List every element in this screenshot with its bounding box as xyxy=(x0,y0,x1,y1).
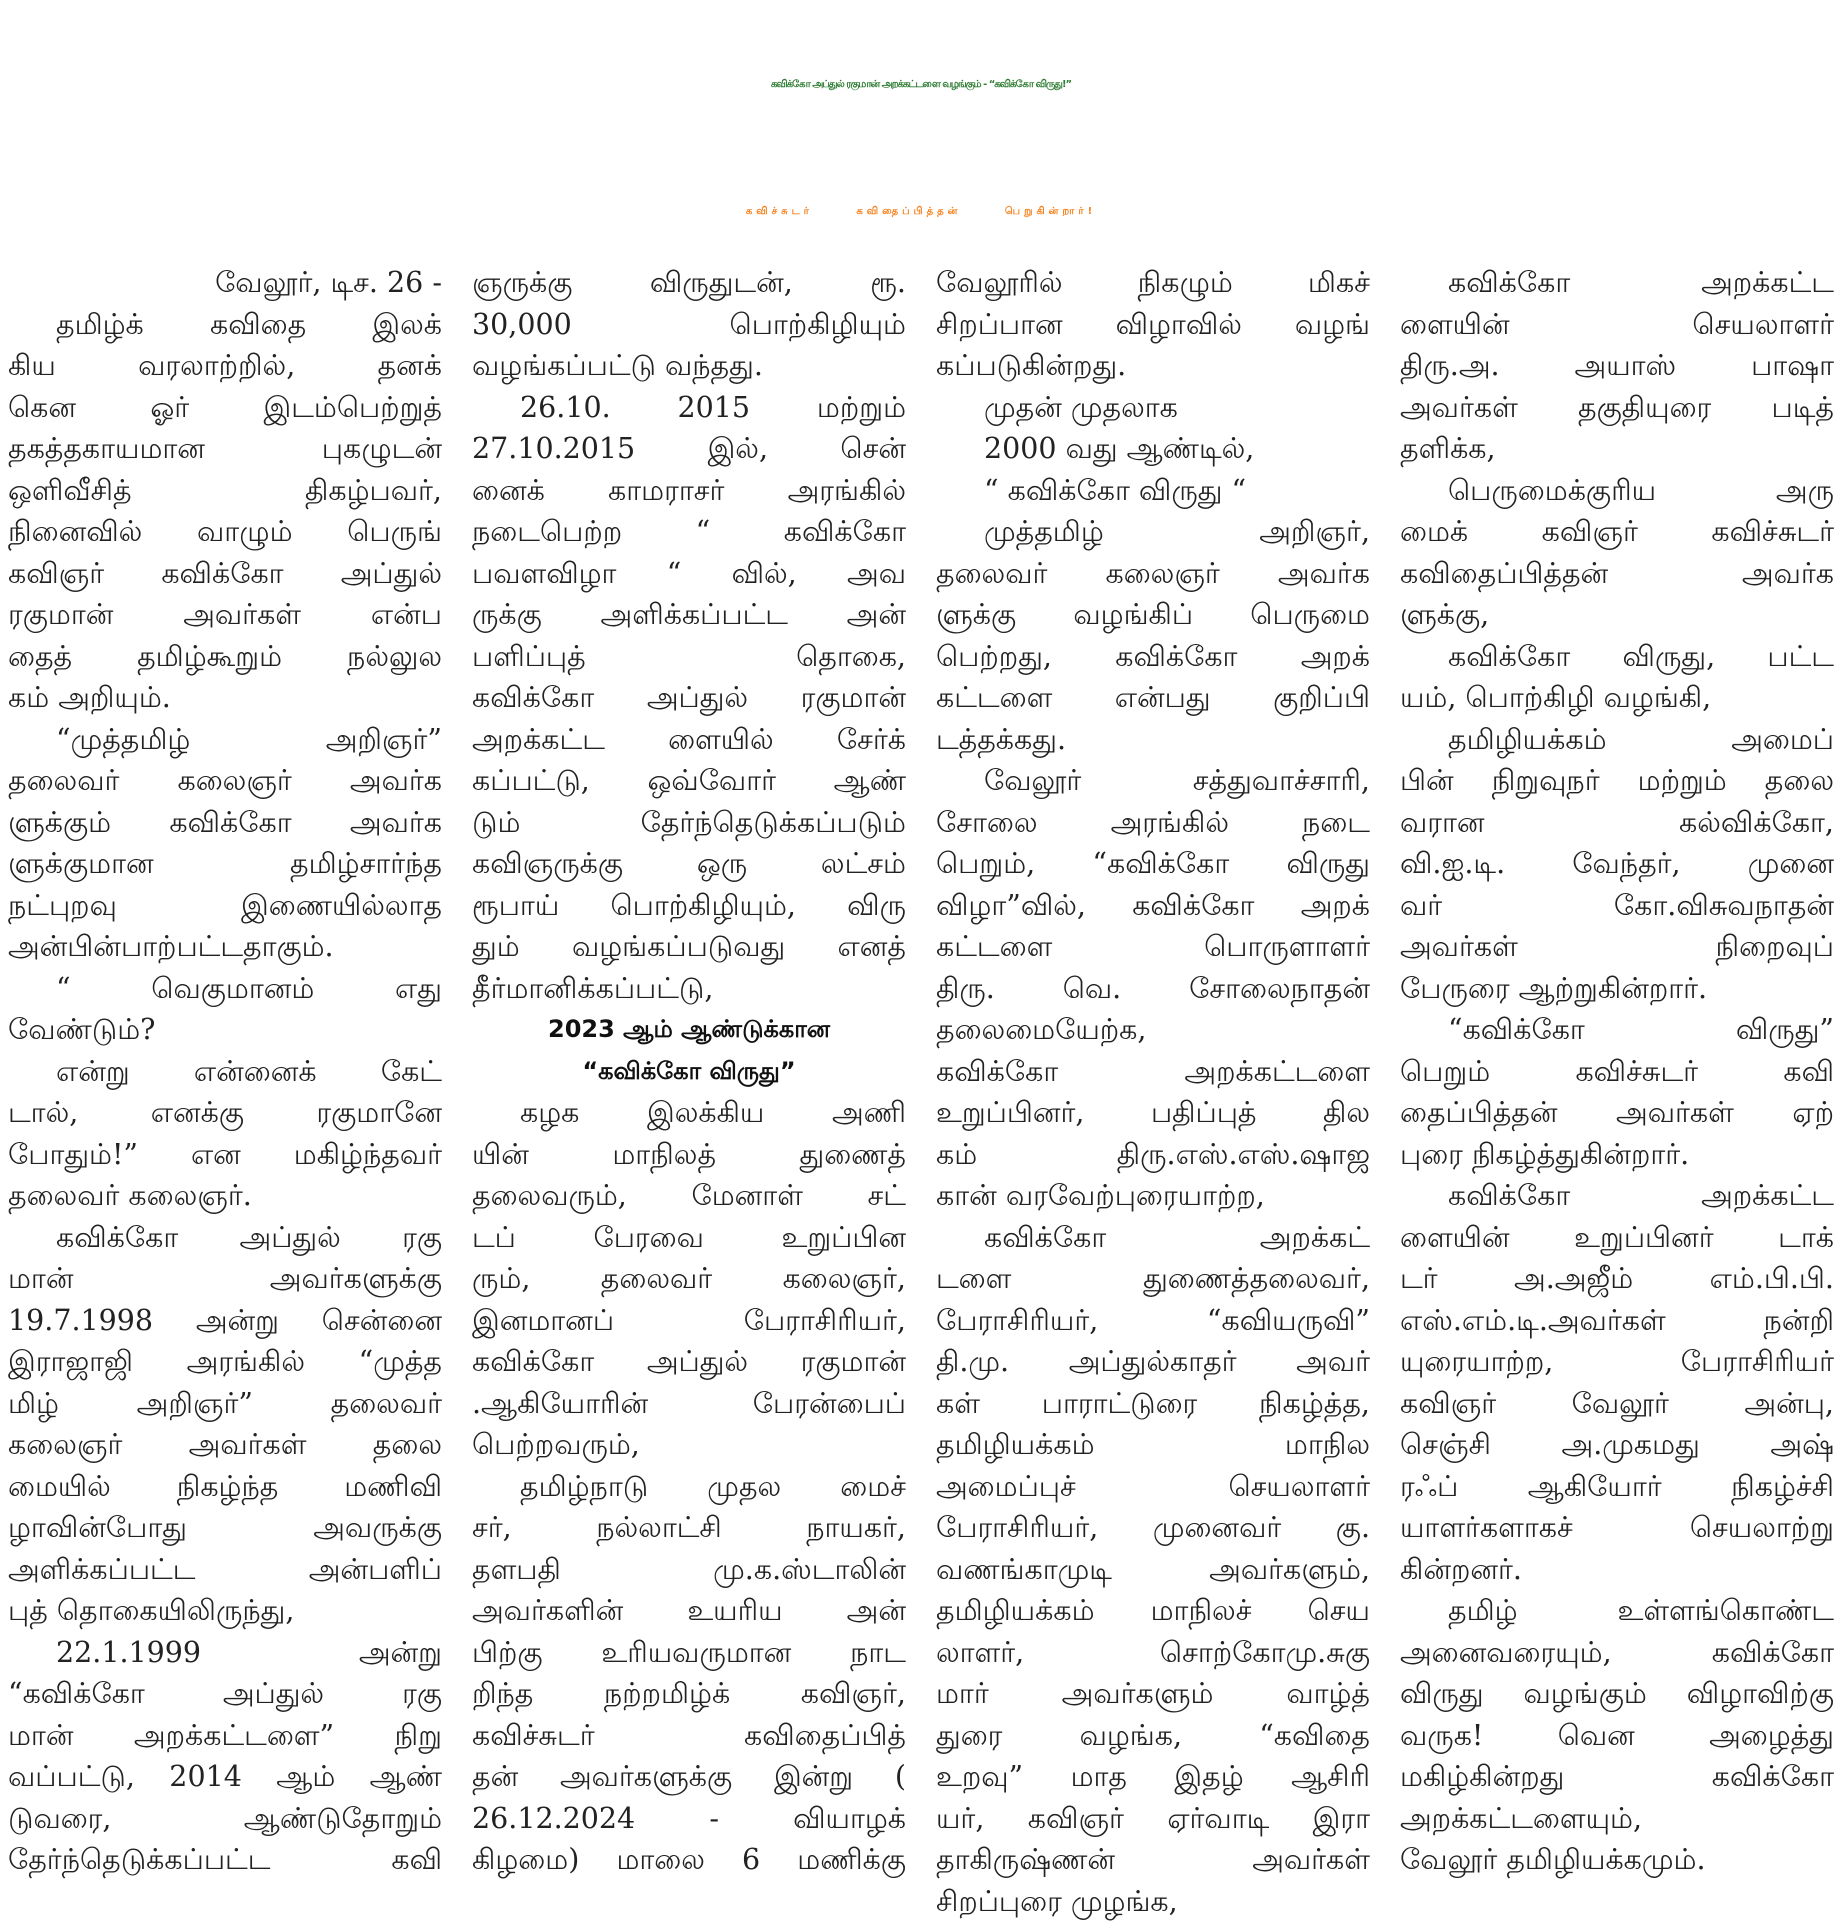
article-line: ளையின் உறுப்பினர் டாக் xyxy=(1400,1220,1834,1254)
article-line: அமைப்புச் செயலாளர் xyxy=(936,1469,1370,1503)
article-line: வேலூர், டிச. 26 - xyxy=(215,266,442,299)
article-line: கப்பட்டு, ஒவ்வோர் ஆண் xyxy=(472,764,906,797)
article-line: வப்பட்டு, 2014 ஆம் ஆண் xyxy=(8,1760,442,1793)
article-line: தைத் தமிழ்கூறும் நல்லுல xyxy=(8,639,442,673)
article-line: தலைவர் கலைஞர். xyxy=(8,1179,252,1212)
article-line: பேராசிரியர், முனைவர் கு. xyxy=(936,1511,1370,1544)
article-line: டப் பேரவை உறுப்பின xyxy=(472,1220,906,1254)
article-line: வேண்டும்? xyxy=(8,1013,156,1046)
article-line: கட்டளை என்பது குறிப்பி xyxy=(936,681,1370,714)
article-line: அன்பின்பாற்பட்டதாகும். xyxy=(8,930,334,963)
article-line: ளுக்கும் கவிக்கோ அவர்க xyxy=(8,805,442,839)
article-line: முத்தமிழ் அறிஞர், xyxy=(984,515,1370,548)
article-line: யுரையாற்ற, பேராசிரியர் xyxy=(1400,1345,1834,1378)
article-line: என்று என்னைக் கேட் xyxy=(56,1054,442,1088)
article-line: தலைவர் கலைஞர் அவர்க xyxy=(8,764,442,797)
article-line: பவளவிழா “ வில், அவ xyxy=(472,556,906,590)
article-line: வணங்காமுடி அவர்களும், xyxy=(936,1552,1370,1586)
article-line: அளிக்கப்பட்ட அன்பளிப் xyxy=(8,1552,442,1586)
article-line: நட்புறவு இணையில்லாத xyxy=(8,888,442,922)
article-line: வேலூரில் நிகழும் மிகச் xyxy=(936,266,1370,299)
article-line: பெறும் கவிச்சுடர் கவி xyxy=(1400,1054,1834,1088)
article-line: கவிக்கோ விருது, பட்ட xyxy=(1448,639,1834,673)
article-line: டத்தக்கது. xyxy=(936,722,1067,756)
article-line: வருக! வென அழைத்து xyxy=(1400,1718,1834,1752)
article-line: திரு.அ. அயாஸ் பாஷா xyxy=(1400,349,1834,382)
article-line: யர், கவிஞர் ஏர்வாடி இரா xyxy=(936,1801,1370,1835)
article-line: கிய வரலாற்றில், தனக் xyxy=(8,349,442,382)
article-line: கவிச்சுடர் கவிதைப்பித் xyxy=(472,1718,906,1752)
article-column-3 xyxy=(936,262,1370,1922)
article-line: எஸ்.எம்.டி.அவர்கள் நன்றி xyxy=(1400,1303,1834,1337)
article-line: கம் திரு.எஸ்.எஸ்.ஷாஜ xyxy=(936,1137,1370,1171)
article-line: துரை வழங்க, “கவிதை xyxy=(936,1718,1370,1752)
section-subheading: “கவிக்கோ விருது” xyxy=(582,1056,796,1085)
article-line: ரூபாய் பொற்கிழியும், விரு xyxy=(472,888,906,922)
article-line: முதன் முதலாக xyxy=(984,390,1178,424)
article-line: டளை துணைத்தலைவர், xyxy=(936,1262,1370,1295)
article-line: வேலூர் சத்துவாச்சாரி, xyxy=(984,764,1370,797)
article-line: கவிக்கோ அறக்கட் xyxy=(984,1220,1370,1254)
article-line: கவிக்கோ அப்துல் ரகு xyxy=(56,1220,442,1254)
article-line: கப்படுகின்றது. xyxy=(936,349,1127,382)
article-line: பெருமைக்குரிய அரு xyxy=(1448,473,1834,507)
headline: கவிக்கோ அப்துல் ரகுமான் அறக்கட்டளை வழங்கும் - “கவிக்கோ விருது!” xyxy=(770,79,1072,90)
article-line: தகத்தகாயமான புகழுடன் xyxy=(8,432,442,465)
article-line: புத் தொகையிலிருந்து, xyxy=(8,1594,295,1627)
article-line: அறக்கட்டளையும், xyxy=(1400,1801,1643,1835)
article-line: தன் அவர்களுக்கு இன்று ( xyxy=(472,1760,906,1793)
article-line: ளுக்கு, xyxy=(1400,598,1490,631)
article-column-1 xyxy=(8,262,442,1922)
article-line: அனைவரையும், கவிக்கோ xyxy=(1400,1635,1834,1669)
article-line: இராஜாஜி அரங்கில் “முத்த xyxy=(8,1345,442,1378)
article-line: கின்றனர். xyxy=(1400,1552,1522,1586)
article-line: டால், எனக்கு ரகுமானே xyxy=(8,1096,442,1129)
article-column-4 xyxy=(1400,262,1834,1922)
article-line: பின் நிறுவுநர் மற்றும் தலை xyxy=(1400,764,1834,797)
article-line: யாளர்களாகச் செயலாற்று xyxy=(1400,1511,1834,1544)
article-line: ளுக்கு வழங்கிப் பெருமை xyxy=(936,598,1370,631)
article-line: பெறும், “கவிக்கோ விருது xyxy=(936,847,1370,880)
article-line: கிழமை) மாலை 6 மணிக்கு xyxy=(472,1843,906,1876)
article-line: கலைஞர் அவர்கள் தலை xyxy=(8,1428,442,1461)
article-line: ளையின் செயலாளர் xyxy=(1400,307,1834,341)
article-line: விழா”வில், கவிக்கோ அறக் xyxy=(936,888,1370,922)
article-line: பிற்கு உரியவருமான நாட xyxy=(472,1635,906,1669)
article-line: கவிக்கோ அறக்கட்ட xyxy=(1448,1179,1834,1212)
article-line: கழக இலக்கிய அணி xyxy=(520,1096,906,1129)
article-line: கென ஓர் இடம்பெற்றுத் xyxy=(8,390,442,424)
article-line: தமிழியக்கம் மாநிலச் செய xyxy=(936,1594,1370,1627)
article-line: தேர்ந்தெடுக்கப்பட்ட கவி xyxy=(8,1843,442,1876)
article-line: தளபதி மு.க.ஸ்டாலின் xyxy=(472,1552,906,1586)
article-line: தமிழியக்கம் அமைப் xyxy=(1448,722,1834,756)
article-line: 26.12.2024 - வியாழக் xyxy=(472,1801,906,1835)
article-line: ரஃப் ஆகியோர் நிகழ்ச்சி xyxy=(1400,1469,1834,1503)
article-line: வர் கோ.விசுவநாதன் xyxy=(1400,888,1834,922)
article-line: வேலூர் தமிழியக்கமும். xyxy=(1400,1843,1706,1876)
article-line: அவர்கள் தகுதியுரை படித் xyxy=(1400,390,1834,424)
article-columns xyxy=(8,262,1834,1922)
article-line: கவிக்கோ அறக்கட்டளை xyxy=(936,1054,1370,1088)
article-line: தலைவரும், மேனாள் சட் xyxy=(472,1179,906,1212)
article-line: னைக் காமராசர் அரங்கில் xyxy=(472,473,906,507)
article-line: அவர்களின் உயரிய அன் xyxy=(472,1594,906,1627)
article-line: தமிழியக்கம் மாநில xyxy=(936,1428,1370,1461)
article-line: தைப்பித்தன் அவர்கள் ஏற் xyxy=(1400,1096,1834,1129)
section-subheading: 2023 ஆம் ஆண்டுக்கான xyxy=(548,1015,830,1043)
article-line: நினைவில் வாழும் பெருங் xyxy=(8,515,442,548)
article-line: போதும்!” என மகிழ்ந்தவர் xyxy=(8,1137,442,1171)
article-line: உறவு” மாத இதழ் ஆசிரி xyxy=(936,1760,1370,1793)
article-line: மான் அறக்கட்டளை” நிறு xyxy=(8,1718,442,1752)
article-line: தலைவர் கலைஞர் அவர்க xyxy=(936,556,1370,590)
article-line: “முத்தமிழ் அறிஞர்” xyxy=(56,722,442,756)
article-line: சர், நல்லாட்சி நாயகர், xyxy=(472,1511,906,1544)
article-line: பேருரை ஆற்றுகின்றார். xyxy=(1400,971,1708,1005)
article-line: தமிழ்நாடு முதல மைச் xyxy=(520,1469,906,1503)
article-line: புரை நிகழ்த்துகின்றார். xyxy=(1400,1137,1690,1171)
article-line: டும் தேர்ந்தெடுக்கப்படும் xyxy=(472,805,906,839)
article-line: மிழ் அறிஞர்” தலைவர் xyxy=(8,1386,442,1420)
article-line: வி.ஐ.டி. வேந்தர், முனை xyxy=(1400,847,1834,880)
article-line: சிறப்புரை முழங்க, xyxy=(936,1884,1178,1918)
article-line: கள் பாராட்டுரை நிகழ்த்த, xyxy=(936,1386,1370,1420)
article-line: ருக்கு அளிக்கப்பட்ட அன் xyxy=(472,598,906,631)
article-line: வழங்கப்பட்டு வந்தது. xyxy=(472,349,763,382)
article-line: தீர்மானிக்கப்பட்டு, xyxy=(472,971,714,1005)
article-line: கவிக்கோ அப்துல் ரகுமான் xyxy=(472,681,906,714)
article-line: கவிக்கோ அப்துல் ரகுமான் xyxy=(472,1345,906,1378)
article-line: உறுப்பினர், பதிப்புத் தில xyxy=(936,1096,1370,1129)
article-column-2 xyxy=(472,262,906,1922)
article-line: 2000 வது ஆண்டில், xyxy=(984,432,1255,465)
article-line: திரு. வெ. சோலைநாதன் xyxy=(936,971,1370,1005)
article-line: தலைமையேற்க, xyxy=(936,1013,1147,1046)
article-line: கவிஞருக்கு ஒரு லட்சம் xyxy=(472,847,906,880)
article-line: தளிக்க, xyxy=(1400,432,1496,465)
article-line: கம் அறியும். xyxy=(8,681,171,714)
subheadline: கவிச்சுடர் கவிதைப்பித்தன் பெறுகின்றார்! xyxy=(745,206,1097,217)
article-line: மார் அவர்களும் வாழ்த் xyxy=(936,1677,1370,1710)
article-line: மகிழ்கின்றது கவிக்கோ xyxy=(1400,1760,1834,1793)
article-line: கான் வரவேற்புரையாற்ற, xyxy=(936,1179,1265,1212)
article-line: ஒளிவீசித் திகழ்பவர், xyxy=(8,473,442,507)
article-line: தாகிருஷ்ணன் அவர்கள் xyxy=(936,1843,1370,1876)
article-line: இனமானப் பேராசிரியர், xyxy=(472,1303,906,1337)
article-line: பேராசிரியர், “கவியருவி” xyxy=(936,1303,1370,1337)
article-line: அவர்கள் நிறைவுப் xyxy=(1400,930,1834,963)
article-line: சிறப்பான விழாவில் வழங் xyxy=(936,307,1370,341)
article-line: ரும், தலைவர் கலைஞர், xyxy=(472,1262,906,1295)
article-line: ரகுமான் அவர்கள் என்ப xyxy=(8,598,442,631)
article-line: யம், பொற்கிழி வழங்கி, xyxy=(1400,681,1712,714)
article-line: டுவரை, ஆண்டுதோறும் xyxy=(8,1801,442,1835)
article-line: யின் மாநிலத் துணைத் xyxy=(472,1137,906,1171)
article-line: 26.10. 2015 மற்றும் xyxy=(520,390,906,424)
article-line: சோலை அரங்கில் நடை xyxy=(936,805,1370,839)
article-line: தி.மு. அப்துல்காதர் அவர் xyxy=(936,1345,1370,1378)
article-line: செஞ்சி அ.முகமது அஷ் xyxy=(1400,1428,1834,1461)
article-line: மான் அவர்களுக்கு xyxy=(8,1262,442,1295)
article-line: ளுக்குமான தமிழ்சார்ந்த xyxy=(8,847,442,880)
article-line: வரான கல்விக்கோ, xyxy=(1400,805,1834,839)
article-line: ழாவின்போது அவருக்கு xyxy=(8,1511,442,1544)
article-line: டர் அ.அஜீம் எம்.பி.பி. xyxy=(1400,1262,1834,1295)
article-line: ஞருக்கு விருதுடன், ரூ. xyxy=(472,266,906,299)
article-line: கவிதைப்பித்தன் அவர்க xyxy=(1400,556,1834,590)
article-line: 30,000 பொற்கிழியும் xyxy=(472,307,906,341)
article-line: பெற்றது, கவிக்கோ அறக் xyxy=(936,639,1370,673)
article-line: அறக்கட்ட ளையில் சேர்க் xyxy=(472,722,906,756)
article-line: கவிக்கோ அறக்கட்ட xyxy=(1448,266,1834,299)
article-line: “ வெகுமானம் எது xyxy=(56,971,442,1005)
article-line: 19.7.1998 அன்று சென்னை xyxy=(8,1303,442,1337)
article-line: 27.10.2015 இல், சென் xyxy=(472,432,906,465)
article-line: மையில் நிகழ்ந்த மணிவி xyxy=(8,1469,442,1503)
article-line: “கவிக்கோ அப்துல் ரகு xyxy=(8,1677,442,1710)
article-line: “கவிக்கோ விருது” xyxy=(1448,1013,1834,1046)
article-line: .ஆகியோரின் பேரன்பைப் xyxy=(472,1386,906,1420)
article-line: தமிழ் உள்ளங்கொண்ட xyxy=(1448,1594,1834,1627)
article-line: றிந்த நற்றமிழ்க் கவிஞர், xyxy=(472,1677,906,1710)
article-line: மைக் கவிஞர் கவிச்சுடர் xyxy=(1400,515,1834,548)
article-line: கட்டளை பொருளாளர் xyxy=(936,930,1370,963)
article-line: லாளர், சொற்கோமு.சுகு xyxy=(936,1635,1370,1669)
article-line: தமிழ்க் கவிதை இலக் xyxy=(56,307,442,341)
article-line: பெற்றவரும், xyxy=(472,1428,640,1461)
article-line: விருது வழங்கும் விழாவிற்கு xyxy=(1400,1677,1834,1710)
article-line: கவிஞர் கவிக்கோ அப்துல் xyxy=(8,556,442,590)
article-line: நடைபெற்ற “ கவிக்கோ xyxy=(472,515,906,548)
article-line: 22.1.1999 அன்று xyxy=(56,1635,442,1669)
article-line: கவிஞர் வேலூர் அன்பு, xyxy=(1400,1386,1834,1420)
article-line: “ கவிக்கோ விருது “ xyxy=(984,473,1247,507)
article-line: தும் வழங்கப்படுவது எனத் xyxy=(472,930,906,963)
article-line: பளிப்புத் தொகை, xyxy=(472,639,906,673)
